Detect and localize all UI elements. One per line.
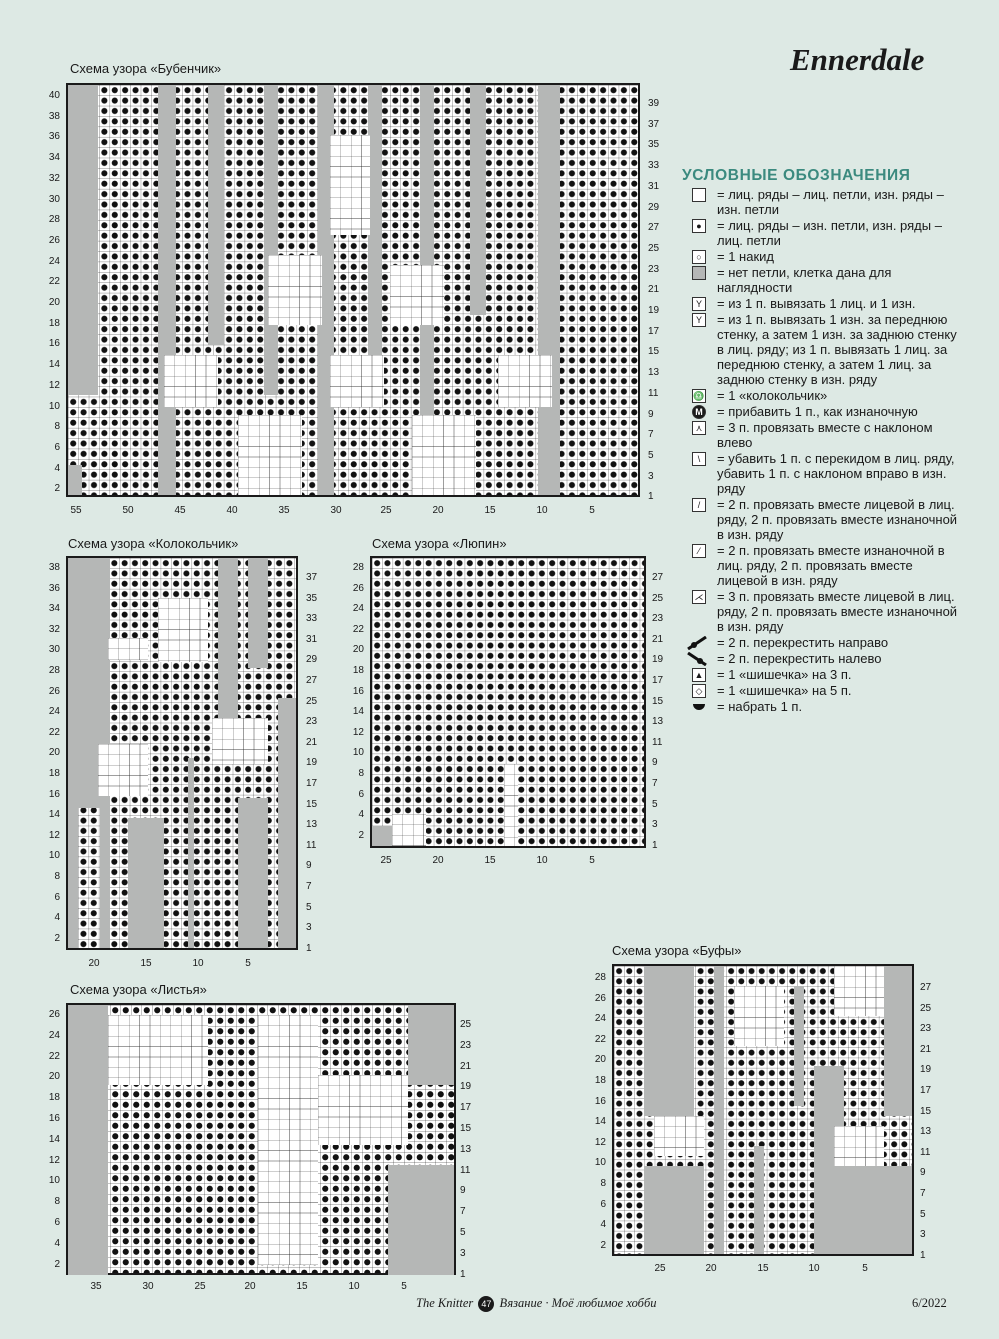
axis-tick: 23	[306, 716, 318, 728]
chart-title-listya: Схема узора «Листья»	[70, 982, 207, 997]
axis-tick: 29	[648, 201, 660, 213]
axis-tick: 23	[920, 1023, 932, 1035]
axis-tick: 15	[652, 695, 664, 707]
axis-left-bufy	[586, 968, 606, 1256]
axis-tick: 6	[600, 1198, 606, 1210]
axis-right-kolokolchik	[306, 568, 317, 959]
k3tog-icon: ⋌	[692, 590, 706, 604]
bell-icon: ♎	[692, 389, 706, 403]
axis-tick: 5	[589, 855, 595, 866]
axis-tick: 37	[648, 118, 660, 130]
axis-right-listya	[460, 1015, 471, 1285]
chart-title-lyupin: Схема узора «Люпин»	[372, 536, 507, 551]
axis-tick: 10	[594, 1157, 606, 1169]
legend-item: ● = лиц. ряды – изн. петли, изн. ряды – лиц. петли	[692, 218, 962, 248]
brand-title: Ennerdale	[790, 42, 925, 77]
axis-tick: 35	[278, 505, 290, 516]
axis-tick: 12	[352, 726, 364, 738]
chart-title-kolokolchik: Схема узора «Колокольчик»	[68, 536, 239, 551]
axis-tick: 8	[54, 870, 60, 882]
axis-tick: 17	[920, 1084, 932, 1096]
axis-tick: 7	[920, 1187, 926, 1199]
axis-tick: 3	[306, 922, 312, 934]
axis-tick: 3	[460, 1247, 466, 1259]
axis-tick: 20	[88, 958, 100, 969]
axis-tick: 20	[244, 1281, 256, 1292]
axis-tick: 10	[348, 1281, 360, 1292]
axis-tick: 25	[194, 1281, 206, 1292]
axis-tick: 13	[648, 367, 660, 379]
chart-grid-lyupin	[370, 556, 646, 848]
axis-tick: 17	[460, 1102, 472, 1114]
axis-tick: 22	[594, 1033, 606, 1045]
axis-tick: 6	[54, 1216, 60, 1228]
axis-tick: 2	[54, 1258, 60, 1270]
axis-tick: 5	[862, 1263, 868, 1274]
axis-tick: 15	[648, 346, 660, 358]
axis-tick: 10	[808, 1263, 820, 1274]
axis-right-bufy	[920, 978, 931, 1266]
axis-tick: 13	[920, 1126, 932, 1138]
axis-tick: 20	[48, 1071, 60, 1083]
axis-tick: 5	[245, 958, 251, 969]
magazine-tagline: Вязание · Моё любимое хобби	[499, 1296, 657, 1310]
axis-tick: 7	[460, 1206, 466, 1218]
axis-tick: 2	[54, 932, 60, 944]
axis-tick: 25	[380, 505, 392, 516]
axis-tick: 26	[48, 1009, 60, 1020]
axis-tick: 34	[48, 603, 60, 615]
legend-item: ○ = 1 накид	[692, 249, 962, 264]
axis-tick: 10	[48, 1175, 60, 1187]
legend-item: ⋏ = 3 п. провязать вместе с наклоном влево	[692, 420, 962, 450]
axis-tick: 10	[48, 850, 60, 862]
axis-right-bubenchik	[648, 94, 659, 508]
axis-tick: 45	[174, 505, 186, 516]
axis-tick: 17	[648, 325, 660, 337]
axis-tick: 26	[48, 685, 60, 697]
axis-tick: 25	[648, 242, 660, 254]
chart-title-bubenchik: Схема узора «Бубенчик»	[70, 61, 222, 76]
axis-tick: 9	[652, 757, 658, 769]
axis-tick: 19	[306, 757, 318, 769]
cast-on-icon	[692, 700, 706, 714]
legend-item: = 2 п. перекрестить налево	[692, 651, 962, 666]
axis-tick: 19	[652, 654, 664, 666]
make-one-icon: M	[692, 405, 706, 419]
axis-tick: 12	[48, 379, 60, 391]
gray-square-icon	[692, 266, 706, 280]
axis-tick: 10	[192, 958, 204, 969]
axis-tick: 23	[652, 613, 664, 625]
p2tog-icon: ⁄	[692, 544, 706, 558]
axis-tick: 37	[306, 572, 318, 583]
footer	[416, 1296, 657, 1312]
chart-grid-listya	[66, 1003, 456, 1275]
axis-tick: 12	[48, 829, 60, 841]
axis-tick: 9	[920, 1167, 926, 1179]
axis-tick: 25	[652, 592, 664, 604]
axis-tick: 17	[652, 674, 664, 686]
axis-tick: 8	[600, 1177, 606, 1189]
axis-tick: 30	[142, 1281, 154, 1292]
magazine-name: The Knitter	[416, 1296, 474, 1310]
axis-tick: 21	[648, 284, 660, 296]
axis-tick: 15	[757, 1263, 769, 1274]
axis-tick: 11	[648, 387, 659, 399]
axis-tick: 17	[306, 777, 318, 789]
axis-tick: 5	[589, 505, 595, 516]
axis-tick: 16	[594, 1095, 606, 1107]
filled-dot-icon: ●	[692, 219, 706, 233]
axis-tick: 28	[352, 562, 364, 573]
axis-tick: 5	[648, 449, 654, 461]
axis-tick: 20	[594, 1054, 606, 1066]
axis-tick: 1	[460, 1268, 466, 1280]
legend-item: \ = убавить 1 п. с перекидом в лиц. ряду, убавить 1 п. с наклоном вправо в изн. ряду	[692, 451, 962, 496]
axis-tick: 31	[306, 633, 318, 645]
axis-tick: 35	[90, 1281, 102, 1292]
axis-tick: 14	[352, 706, 364, 718]
axis-tick: 25	[920, 1002, 932, 1014]
axis-tick: 25	[460, 1019, 472, 1030]
axis-tick: 20	[352, 644, 364, 656]
legend-item: = нет петли, клетка дана для наглядности	[692, 265, 962, 295]
axis-tick: 29	[306, 654, 318, 666]
axis-left-lyupin	[344, 558, 364, 846]
axis-tick: 30	[48, 193, 60, 205]
axis-tick: 18	[48, 1092, 60, 1104]
axis-tick: 10	[536, 855, 548, 866]
axis-tick: 11	[460, 1164, 471, 1176]
axis-tick: 15	[306, 798, 318, 810]
axis-tick: 30	[330, 505, 342, 516]
axis-tick: 28	[48, 214, 60, 226]
legend-item: ⁄ = 2 п. провязать вместе изнаночной в лиц. ряду, 2 п. провязать вместе лицевой в изн. ряду	[692, 543, 962, 588]
axis-tick: 6	[54, 441, 60, 453]
axis-tick: 9	[306, 860, 312, 872]
axis-tick: 31	[648, 180, 660, 192]
legend-item: ♎ = 1 «колокольчик»	[693, 388, 828, 403]
axis-tick: 8	[358, 767, 364, 779]
axis-tick: 39	[648, 98, 660, 109]
axis-tick: 2	[358, 829, 364, 841]
axis-tick: 15	[296, 1281, 308, 1292]
axis-tick: 5	[306, 901, 312, 913]
axis-left-listya	[40, 1005, 60, 1275]
axis-tick: 4	[54, 912, 60, 924]
axis-tick: 11	[920, 1146, 931, 1158]
axis-tick: 40	[48, 90, 60, 101]
legend-title: УСЛОВНЫЕ ОБОЗНАЧЕНИЯ	[682, 167, 911, 184]
axis-tick: 9	[648, 408, 654, 420]
axis-tick: 8	[54, 421, 60, 433]
axis-tick: 40	[226, 505, 238, 516]
axis-tick: 15	[140, 958, 152, 969]
axis-tick: 16	[48, 1112, 60, 1124]
axis-tick: 28	[48, 664, 60, 676]
chart-title-bufy: Схема узора «Буфы»	[612, 943, 742, 958]
axis-tick: 14	[48, 359, 60, 371]
bobble-5-icon: ◇	[692, 684, 706, 698]
axis-tick: 10	[352, 747, 364, 759]
axis-tick: 19	[460, 1081, 472, 1093]
increase-knit-purl-icon: Y	[692, 297, 706, 311]
axis-tick: 26	[48, 234, 60, 246]
axis-tick: 14	[48, 809, 60, 821]
axis-tick: 3	[920, 1229, 926, 1241]
axis-tick: 16	[48, 788, 60, 800]
axis-tick: 14	[594, 1116, 606, 1128]
axis-tick: 15	[920, 1105, 932, 1117]
axis-tick: 36	[48, 131, 60, 143]
axis-tick: 5	[401, 1281, 407, 1292]
axis-tick: 15	[484, 505, 496, 516]
axis-tick: 13	[306, 819, 318, 831]
axis-tick: 5	[652, 798, 658, 810]
legend-item: ⋌ = 3 п. провязать вместе лицевой в лиц. ряду, 2 п. провязать вместе изнаночной в изн. ряду	[692, 589, 962, 634]
axis-tick: 4	[358, 809, 364, 821]
axis-tick: 22	[352, 623, 364, 635]
axis-tick: 32	[48, 172, 60, 184]
axis-tick: 15	[460, 1122, 472, 1134]
axis-tick: 10	[536, 505, 548, 516]
axis-tick: 1	[306, 942, 312, 954]
axis-tick: 1	[652, 839, 658, 851]
axis-tick: 7	[306, 880, 312, 892]
legend-item: = лиц. ряды – лиц. петли, изн. ряды – изн. петли	[692, 187, 962, 217]
axis-tick: 38	[48, 562, 60, 573]
axis-tick: 3	[652, 819, 658, 831]
axis-tick: 25	[654, 1263, 666, 1274]
axis-tick: 34	[48, 152, 60, 164]
axis-tick: 13	[460, 1143, 472, 1155]
page-number: 47	[478, 1296, 494, 1312]
legend-item: M = прибавить 1 п., как изнаночную	[692, 404, 962, 419]
axis-tick: 8	[54, 1196, 60, 1208]
axis-tick: 20	[48, 297, 60, 309]
axis-tick: 4	[54, 1237, 60, 1249]
axis-tick: 11	[306, 839, 317, 851]
axis-tick: 27	[652, 572, 664, 583]
axis-tick: 33	[648, 160, 660, 172]
axis-tick: 35	[306, 592, 318, 604]
axis-tick: 1	[920, 1249, 926, 1261]
axis-tick: 18	[594, 1074, 606, 1086]
axis-tick: 5	[920, 1208, 926, 1220]
increase-purl-knit-icon: Y	[692, 313, 706, 327]
axis-left-kolokolchik	[40, 558, 60, 949]
axis-tick: 32	[48, 623, 60, 635]
axis-tick: 21	[460, 1060, 472, 1072]
axis-tick: 24	[48, 1029, 60, 1041]
axis-tick: 27	[648, 222, 660, 234]
legend-item: / = 2 п. провязать вместе лицевой в лиц. ряду, 2 п. провязать вместе изнаночной в изн. ряду	[692, 497, 962, 542]
axis-tick: 3	[648, 470, 654, 482]
legend-item: = 2 п. перекрестить направо	[692, 635, 962, 650]
axis-tick: 19	[920, 1064, 932, 1076]
axis-tick: 33	[306, 613, 318, 625]
axis-tick: 10	[48, 400, 60, 412]
axis-tick: 55	[70, 505, 82, 516]
axis-tick: 35	[648, 139, 660, 151]
axis-tick: 20	[432, 855, 444, 866]
axis-tick: 24	[594, 1013, 606, 1025]
legend-item: Y = из 1 п. вывязать 1 изн. за переднюю стенку, а затем 1 изн. за заднюю стенку в лиц. ряду; из 1 п. вывязать 1 лиц. за переднюю стенку, а затем 1 лиц. за заднюю стенку в изн. ряду	[692, 312, 962, 387]
axis-tick: 21	[306, 736, 318, 748]
axis-tick: 23	[648, 263, 660, 275]
chart-grid-bubenchik	[66, 83, 640, 497]
axis-tick: 5	[460, 1226, 466, 1238]
axis-tick: 24	[352, 603, 364, 615]
axis-tick: 7	[652, 777, 658, 789]
legend-item: = набрать 1 п.	[692, 699, 962, 714]
axis-tick: 22	[48, 726, 60, 738]
bobble-3-icon: ▲	[692, 668, 706, 682]
legend-item: ▲ = 1 «шишечка» на 3 п.	[692, 667, 962, 682]
open-circle-icon: ○	[692, 250, 706, 264]
axis-tick: 38	[48, 110, 60, 122]
axis-tick: 20	[48, 747, 60, 759]
axis-tick: 26	[352, 582, 364, 594]
axis-tick: 2	[54, 483, 60, 495]
axis-tick: 12	[48, 1154, 60, 1166]
axis-left-bubenchik	[40, 86, 60, 500]
axis-tick: 9	[460, 1185, 466, 1197]
ssk-icon: \	[692, 452, 706, 466]
chart-grid-bufy	[612, 964, 914, 1256]
chart-grid-kolokolchik	[66, 556, 298, 950]
axis-tick: 28	[594, 972, 606, 983]
axis-tick: 18	[48, 317, 60, 329]
axis-tick: 24	[48, 255, 60, 267]
issue-number: 6/2022	[912, 1296, 947, 1310]
axis-tick: 16	[48, 338, 60, 350]
axis-tick: 30	[48, 644, 60, 656]
axis-tick: 19	[648, 305, 660, 317]
axis-tick: 2	[600, 1239, 606, 1251]
axis-tick: 13	[652, 716, 664, 728]
axis-tick: 1	[648, 491, 654, 503]
axis-tick: 16	[352, 685, 364, 697]
k3tog-left-icon: ⋏	[692, 421, 706, 435]
axis-tick: 4	[600, 1219, 606, 1231]
axis-tick: 36	[48, 582, 60, 594]
axis-tick: 27	[920, 982, 932, 993]
axis-tick: 15	[484, 855, 496, 866]
axis-tick: 18	[352, 664, 364, 676]
cross-right-icon	[686, 636, 708, 650]
axis-tick: 4	[54, 462, 60, 474]
axis-tick: 11	[652, 736, 663, 748]
axis-tick: 12	[594, 1136, 606, 1148]
axis-tick: 22	[48, 276, 60, 288]
legend	[692, 187, 962, 715]
axis-tick: 20	[705, 1263, 717, 1274]
axis-tick: 20	[432, 505, 444, 516]
axis-tick: 6	[358, 788, 364, 800]
axis-tick: 14	[48, 1133, 60, 1145]
axis-right-lyupin	[652, 568, 663, 856]
cross-left-icon	[686, 652, 708, 666]
axis-tick: 18	[48, 767, 60, 779]
k2tog-icon: /	[692, 498, 706, 512]
axis-tick: 24	[48, 706, 60, 718]
axis-tick: 25	[380, 855, 392, 866]
axis-tick: 22	[48, 1050, 60, 1062]
axis-tick: 21	[920, 1043, 932, 1055]
axis-tick: 50	[122, 505, 134, 516]
axis-tick: 21	[652, 633, 664, 645]
axis-tick: 27	[306, 674, 318, 686]
legend-item: Y = из 1 п. вывязать 1 лиц. и 1 изн.	[692, 296, 962, 311]
axis-tick: 7	[648, 429, 654, 441]
axis-tick: 25	[306, 695, 318, 707]
empty-square-icon	[692, 188, 706, 202]
axis-tick: 23	[460, 1039, 472, 1051]
axis-tick: 6	[54, 891, 60, 903]
legend-item: ◇ = 1 «шишечка» на 5 п.	[692, 683, 962, 698]
axis-tick: 26	[594, 992, 606, 1004]
